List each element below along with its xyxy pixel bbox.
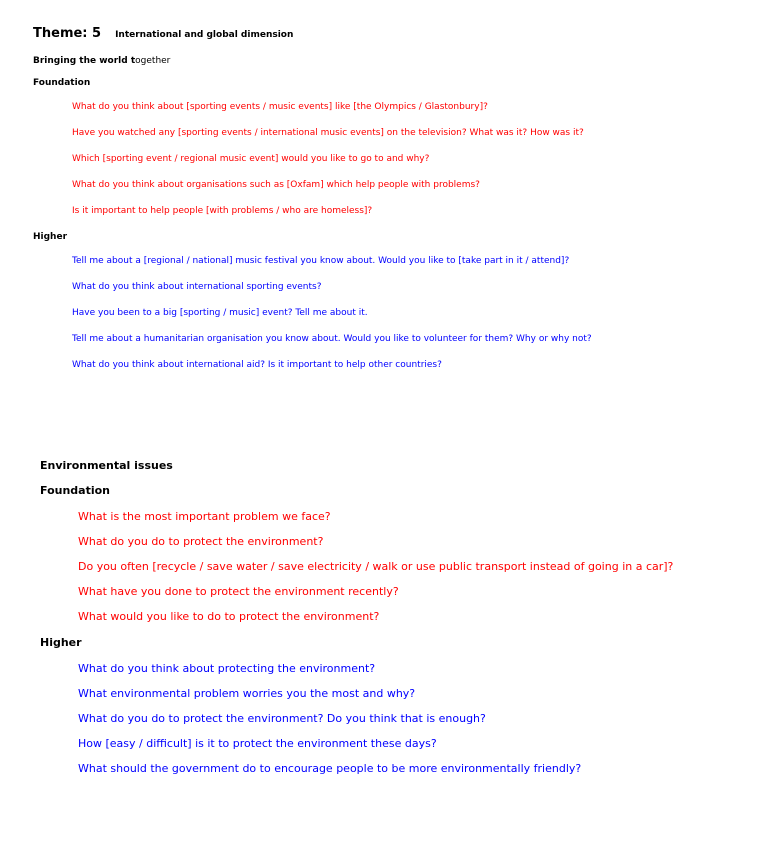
topic-heading-bringing-world-together	[33, 56, 753, 66]
environmental-issues-section	[40, 459, 760, 776]
higher-heading: Higher	[33, 232, 68, 242]
foundation-question: What is the most important problem we face?	[78, 510, 331, 523]
higher-question: How [easy / difficult] is it to protect the environment these days?	[78, 737, 437, 750]
foundation-question: Do you often [recycle / save water / save electricity / walk or use public transport instead of going in a car]?	[78, 560, 674, 573]
higher-question: What do you think about international sporting events?	[72, 282, 322, 292]
foundation-question: What do you think about organisations such as [Oxfam] which help people with problems?	[72, 180, 480, 190]
higher-question: What do you think about protecting the environment?	[78, 662, 376, 675]
foundation-question: What do you think about [sporting events / music events] like [the Olympics / Glastonbury]?	[72, 102, 488, 112]
topic-heading-bold-part: Bringing the world t	[33, 56, 136, 66]
higher-question-list	[40, 662, 760, 776]
foundation-question: What do you do to protect the environment?	[78, 535, 324, 548]
foundation-question: Which [sporting event / regional music event] would you like to go to and why?	[72, 154, 430, 164]
higher-question-list	[33, 256, 753, 371]
foundation-question: Have you watched any [sporting events / international music events] on the television? What was it? How was it?	[72, 128, 584, 138]
foundation-question: What would you like to do to protect the environment?	[78, 610, 380, 623]
topic-heading-environmental-issues: Environmental issues	[40, 459, 173, 472]
foundation-question-list	[33, 102, 753, 217]
theme-5-section	[33, 26, 753, 371]
higher-question: Have you been to a big [sporting / music] event? Tell me about it.	[72, 308, 368, 318]
foundation-question: What have you done to protect the environment recently?	[78, 585, 399, 598]
foundation-heading: Foundation	[33, 78, 91, 88]
higher-question: What do you think about international aid? Is it important to help other countries?	[72, 360, 442, 370]
foundation-question-list	[40, 510, 760, 624]
higher-question: What should the government do to encourage people to be more environmentally friendly?	[78, 762, 582, 775]
theme-number: Theme: 5	[33, 26, 102, 41]
topic-heading-regular-part: ogether	[135, 56, 171, 66]
higher-heading: Higher	[40, 636, 82, 649]
higher-question: Tell me about a humanitarian organisation you know about. Would you like to volunteer for them? Why or why not?	[72, 334, 592, 344]
theme-title: International and global dimension	[115, 30, 294, 40]
higher-question: What environmental problem worries you the most and why?	[78, 687, 416, 700]
foundation-question: Is it important to help people [with problems / who are homeless]?	[72, 206, 373, 216]
higher-question: What do you do to protect the environment? Do you think that is enough?	[78, 712, 486, 725]
higher-question: Tell me about a [regional / national] music festival you know about. Would you like to [take part in it / attend]?	[72, 256, 570, 266]
foundation-heading: Foundation	[40, 484, 111, 497]
theme-header	[33, 26, 753, 46]
